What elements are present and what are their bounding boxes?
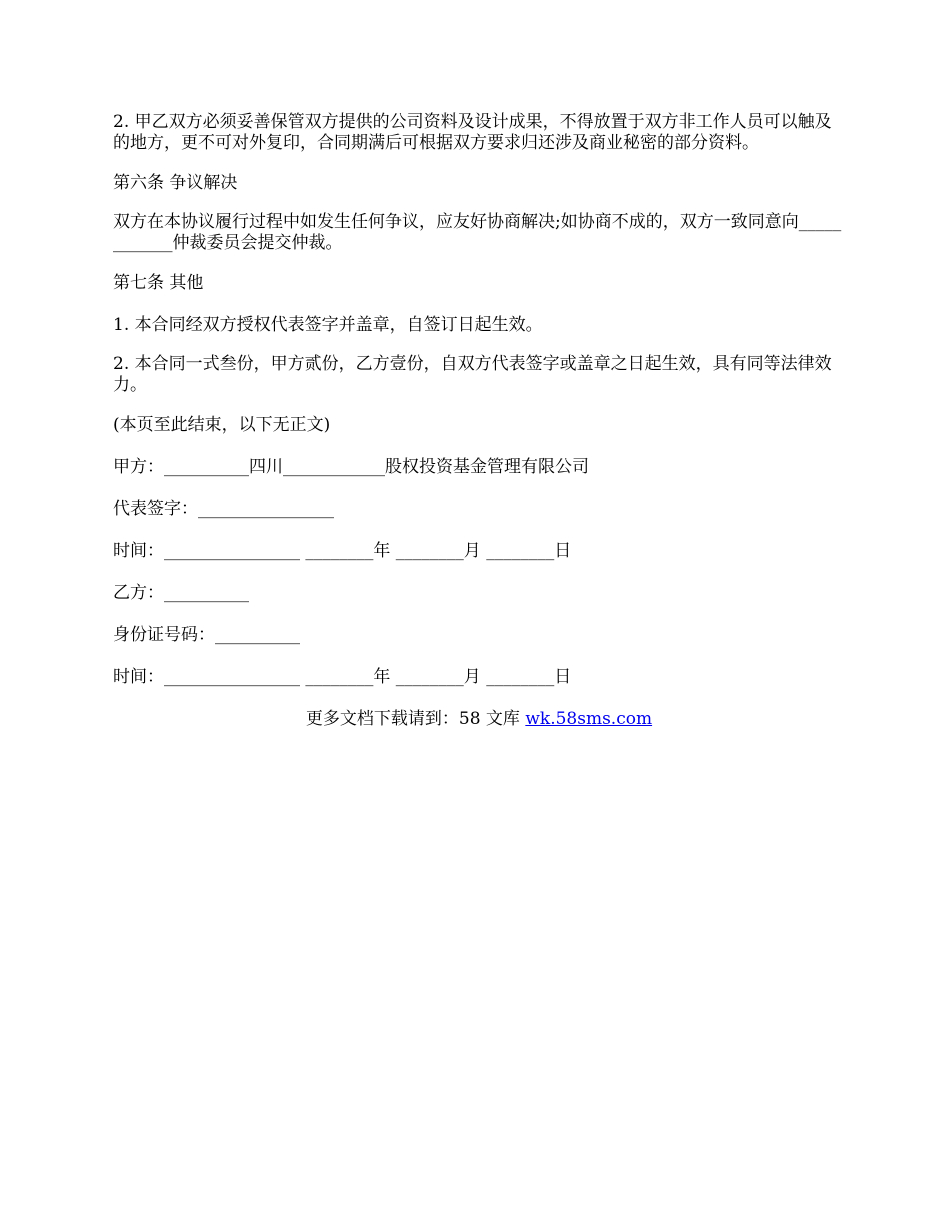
rep-signature-line: 代表签字：________________ — [113, 499, 334, 519]
clause-5-item-2: 2. 甲乙双方必须妥善保管双方提供的公司资料及设计成果，不得放置于双方非工作人员可以触及的地方，更不可对外复印，合同期满后可根据双方要求归还涉及商业秘密的部分资料。 — [113, 112, 832, 153]
id-number-line: 身份证号码：__________ — [113, 625, 300, 645]
footer-link[interactable]: wk.58sms.com — [525, 709, 653, 729]
party-a-line: 甲方：__________四川____________股权投资基金管理有限公司 — [113, 457, 589, 477]
document-page — [113, 112, 845, 732]
clause-7-heading: 第七条 其他 — [113, 273, 204, 293]
footer-text: 更多文档下载请到：58 文库 — [305, 709, 526, 729]
time-b-line: 时间：________________ ________年 ________月 ________日 — [113, 667, 572, 687]
time-a-line: 时间：________________ ________年 ________月 ________日 — [113, 541, 572, 561]
clause-6-body: 双方在本协议履行过程中如发生任何争议，应友好协商解决;如协商不成的，双方一致同意向____________仲裁委员会提交仲裁。 — [113, 212, 842, 253]
clause-7-item-1: 1. 本合同经双方授权代表签字并盖章，自签订日起生效。 — [113, 315, 543, 335]
end-note: (本页至此结束，以下无正文) — [113, 415, 331, 435]
party-b-line: 乙方：__________ — [113, 583, 249, 603]
clause-6-heading: 第六条 争议解决 — [113, 173, 238, 193]
clause-7-item-2: 2. 本合同一式叁份，甲方贰份，乙方壹份，自双方代表签字或盖章之日起生效，具有同等法律效力。 — [113, 354, 832, 395]
footer — [113, 706, 845, 732]
